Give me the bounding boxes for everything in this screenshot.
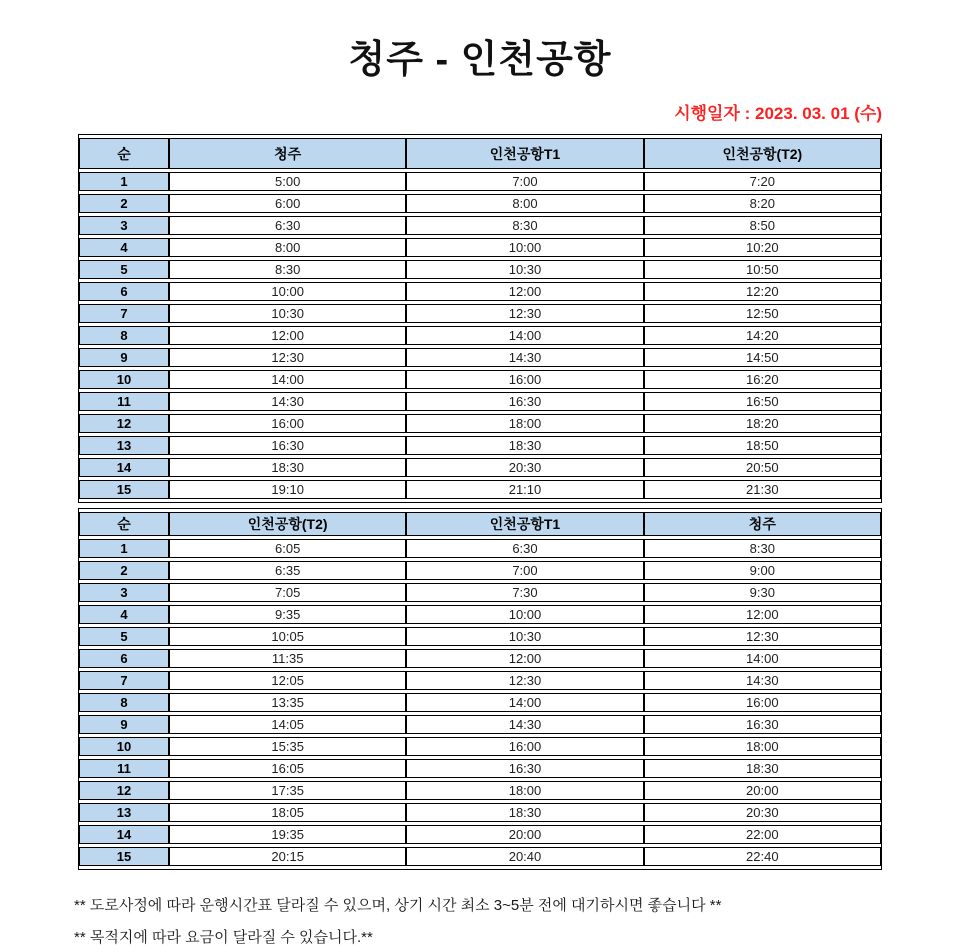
- time-cell: 18:50: [644, 436, 881, 455]
- row-number-cell: 2: [79, 194, 169, 213]
- time-cell: 18:00: [406, 414, 643, 433]
- time-cell: 16:30: [406, 392, 643, 411]
- table-row: [79, 304, 881, 323]
- table-row: [79, 583, 881, 602]
- time-cell: 12:00: [644, 605, 881, 624]
- time-cell: 21:10: [406, 480, 643, 499]
- time-cell: 10:30: [169, 304, 406, 323]
- time-cell: 20:50: [644, 458, 881, 477]
- time-cell: 14:30: [644, 671, 881, 690]
- time-cell: 12:30: [644, 627, 881, 646]
- time-cell: 12:00: [406, 649, 643, 668]
- time-cell: 7:00: [406, 561, 643, 580]
- time-cell: 8:30: [169, 260, 406, 279]
- row-number-cell: 13: [79, 803, 169, 822]
- time-cell: 14:30: [406, 348, 643, 367]
- time-cell: 14:20: [644, 326, 881, 345]
- time-cell: 7:05: [169, 583, 406, 602]
- time-cell: 7:30: [406, 583, 643, 602]
- column-header-stop: 인천공항T1: [406, 138, 643, 169]
- column-header-stop: 청주: [169, 138, 406, 169]
- time-cell: 16:30: [169, 436, 406, 455]
- row-number-cell: 14: [79, 825, 169, 844]
- time-cell: 8:30: [644, 539, 881, 558]
- table-row: [79, 627, 881, 646]
- row-number-cell: 7: [79, 304, 169, 323]
- time-cell: 6:05: [169, 539, 406, 558]
- row-number-cell: 3: [79, 583, 169, 602]
- table-row: [79, 693, 881, 712]
- time-cell: 19:10: [169, 480, 406, 499]
- row-number-cell: 4: [79, 605, 169, 624]
- row-number-cell: 6: [79, 282, 169, 301]
- time-cell: 14:50: [644, 348, 881, 367]
- time-cell: 16:00: [406, 737, 643, 756]
- row-number-cell: 9: [79, 715, 169, 734]
- table-row: [79, 414, 881, 433]
- time-cell: 8:00: [169, 238, 406, 257]
- time-cell: 12:05: [169, 671, 406, 690]
- time-cell: 14:05: [169, 715, 406, 734]
- time-cell: 7:20: [644, 172, 881, 191]
- time-cell: 16:30: [406, 759, 643, 778]
- time-cell: 16:20: [644, 370, 881, 389]
- table-row: [79, 238, 881, 257]
- time-cell: 7:00: [406, 172, 643, 191]
- table-row: [79, 649, 881, 668]
- time-cell: 14:00: [169, 370, 406, 389]
- row-number-cell: 9: [79, 348, 169, 367]
- page-title: 청주 - 인천공항: [348, 39, 612, 81]
- time-cell: 16:50: [644, 392, 881, 411]
- time-cell: 6:30: [169, 216, 406, 235]
- time-cell: 12:30: [406, 671, 643, 690]
- row-number-cell: 11: [79, 392, 169, 411]
- row-number-cell: 3: [79, 216, 169, 235]
- time-cell: 10:05: [169, 627, 406, 646]
- table-row: [79, 561, 881, 580]
- table-body: [79, 539, 881, 866]
- table-row: [79, 392, 881, 411]
- time-cell: 18:30: [169, 458, 406, 477]
- time-cell: 10:30: [406, 627, 643, 646]
- table-row: [79, 803, 881, 822]
- time-cell: 10:00: [406, 605, 643, 624]
- time-cell: 8:20: [644, 194, 881, 213]
- time-cell: 12:00: [169, 326, 406, 345]
- header-row: [79, 138, 881, 169]
- time-cell: 18:05: [169, 803, 406, 822]
- time-cell: 6:00: [169, 194, 406, 213]
- header-row: [79, 512, 881, 536]
- table-row: [79, 326, 881, 345]
- time-cell: 10:30: [406, 260, 643, 279]
- time-cell: 17:35: [169, 781, 406, 800]
- time-cell: 14:00: [406, 326, 643, 345]
- time-cell: 8:50: [644, 216, 881, 235]
- row-number-cell: 6: [79, 649, 169, 668]
- time-cell: 18:20: [644, 414, 881, 433]
- time-cell: 16:30: [644, 715, 881, 734]
- row-number-cell: 5: [79, 260, 169, 279]
- footnotes: [74, 890, 960, 952]
- table-row: [79, 781, 881, 800]
- time-cell: 22:40: [644, 847, 881, 866]
- row-number-cell: 10: [79, 370, 169, 389]
- table-row: [79, 825, 881, 844]
- row-number-cell: 2: [79, 561, 169, 580]
- time-cell: 18:00: [406, 781, 643, 800]
- time-cell: 16:00: [169, 414, 406, 433]
- time-cell: 21:30: [644, 480, 881, 499]
- column-header-stop: 인천공항(T2): [644, 138, 881, 169]
- time-cell: 12:20: [644, 282, 881, 301]
- table-row: [79, 370, 881, 389]
- table-header: [79, 138, 881, 169]
- time-cell: 20:30: [644, 803, 881, 822]
- time-cell: 13:35: [169, 693, 406, 712]
- time-cell: 20:00: [406, 825, 643, 844]
- column-header-seq: 순: [79, 138, 169, 169]
- table-row: [79, 348, 881, 367]
- time-cell: 16:00: [406, 370, 643, 389]
- table-row: [79, 260, 881, 279]
- table-row: [79, 539, 881, 558]
- timetable-cheongju-to-incheon: [78, 134, 882, 503]
- time-cell: 18:30: [406, 436, 643, 455]
- time-cell: 14:00: [644, 649, 881, 668]
- column-header-seq: 순: [79, 512, 169, 536]
- time-cell: 14:30: [406, 715, 643, 734]
- column-header-stop: 인천공항(T2): [169, 512, 406, 536]
- table-row: [79, 194, 881, 213]
- table-row: [79, 847, 881, 866]
- time-cell: 16:00: [644, 693, 881, 712]
- row-number-cell: 11: [79, 759, 169, 778]
- table-row: [79, 759, 881, 778]
- table-row: [79, 715, 881, 734]
- time-cell: 20:30: [406, 458, 643, 477]
- column-header-stop: 인천공항T1: [406, 512, 643, 536]
- time-cell: 18:00: [644, 737, 881, 756]
- effective-date: 시행일자 : 2023. 03. 01 (수): [674, 104, 882, 123]
- time-cell: 19:35: [169, 825, 406, 844]
- time-cell: 5:00: [169, 172, 406, 191]
- timetable-incheon-to-cheongju: [78, 508, 882, 870]
- table-row: [79, 480, 881, 499]
- row-number-cell: 10: [79, 737, 169, 756]
- time-cell: 14:00: [406, 693, 643, 712]
- time-cell: 6:35: [169, 561, 406, 580]
- time-cell: 9:00: [644, 561, 881, 580]
- table-body: [79, 172, 881, 499]
- time-cell: 8:00: [406, 194, 643, 213]
- time-cell: 10:00: [169, 282, 406, 301]
- row-number-cell: 15: [79, 847, 169, 866]
- time-cell: 20:15: [169, 847, 406, 866]
- row-number-cell: 12: [79, 414, 169, 433]
- time-cell: 20:40: [406, 847, 643, 866]
- table-header: [79, 512, 881, 536]
- time-cell: 8:30: [406, 216, 643, 235]
- row-number-cell: 8: [79, 326, 169, 345]
- time-cell: 10:50: [644, 260, 881, 279]
- time-cell: 22:00: [644, 825, 881, 844]
- table-row: [79, 216, 881, 235]
- time-cell: 12:30: [169, 348, 406, 367]
- time-cell: 18:30: [406, 803, 643, 822]
- time-cell: 12:00: [406, 282, 643, 301]
- table-row: [79, 605, 881, 624]
- time-cell: 9:35: [169, 605, 406, 624]
- footnote-fare-notice: ** 목적지에 따라 요금이 달라질 수 있습니다.**: [74, 929, 373, 946]
- footnote-road-conditions: ** 도로사정에 따라 운행시간표 달라질 수 있으며, 상기 시간 최소 3~5분 전에 대기하시면 좋습니다 **: [74, 897, 722, 914]
- row-number-cell: 7: [79, 671, 169, 690]
- time-cell: 18:30: [644, 759, 881, 778]
- time-cell: 14:30: [169, 392, 406, 411]
- column-header-stop: 청주: [644, 512, 881, 536]
- time-cell: 10:00: [406, 238, 643, 257]
- time-cell: 12:30: [406, 304, 643, 323]
- table-row: [79, 436, 881, 455]
- table-row: [79, 172, 881, 191]
- row-number-cell: 12: [79, 781, 169, 800]
- time-cell: 10:20: [644, 238, 881, 257]
- row-number-cell: 14: [79, 458, 169, 477]
- time-cell: 6:30: [406, 539, 643, 558]
- row-number-cell: 8: [79, 693, 169, 712]
- row-number-cell: 1: [79, 539, 169, 558]
- time-cell: 15:35: [169, 737, 406, 756]
- row-number-cell: 1: [79, 172, 169, 191]
- time-cell: 12:50: [644, 304, 881, 323]
- table-row: [79, 282, 881, 301]
- table-row: [79, 671, 881, 690]
- row-number-cell: 5: [79, 627, 169, 646]
- row-number-cell: 4: [79, 238, 169, 257]
- table-row: [79, 737, 881, 756]
- time-cell: 9:30: [644, 583, 881, 602]
- row-number-cell: 13: [79, 436, 169, 455]
- time-cell: 11:35: [169, 649, 406, 668]
- time-cell: 20:00: [644, 781, 881, 800]
- time-cell: 16:05: [169, 759, 406, 778]
- table-row: [79, 458, 881, 477]
- row-number-cell: 15: [79, 480, 169, 499]
